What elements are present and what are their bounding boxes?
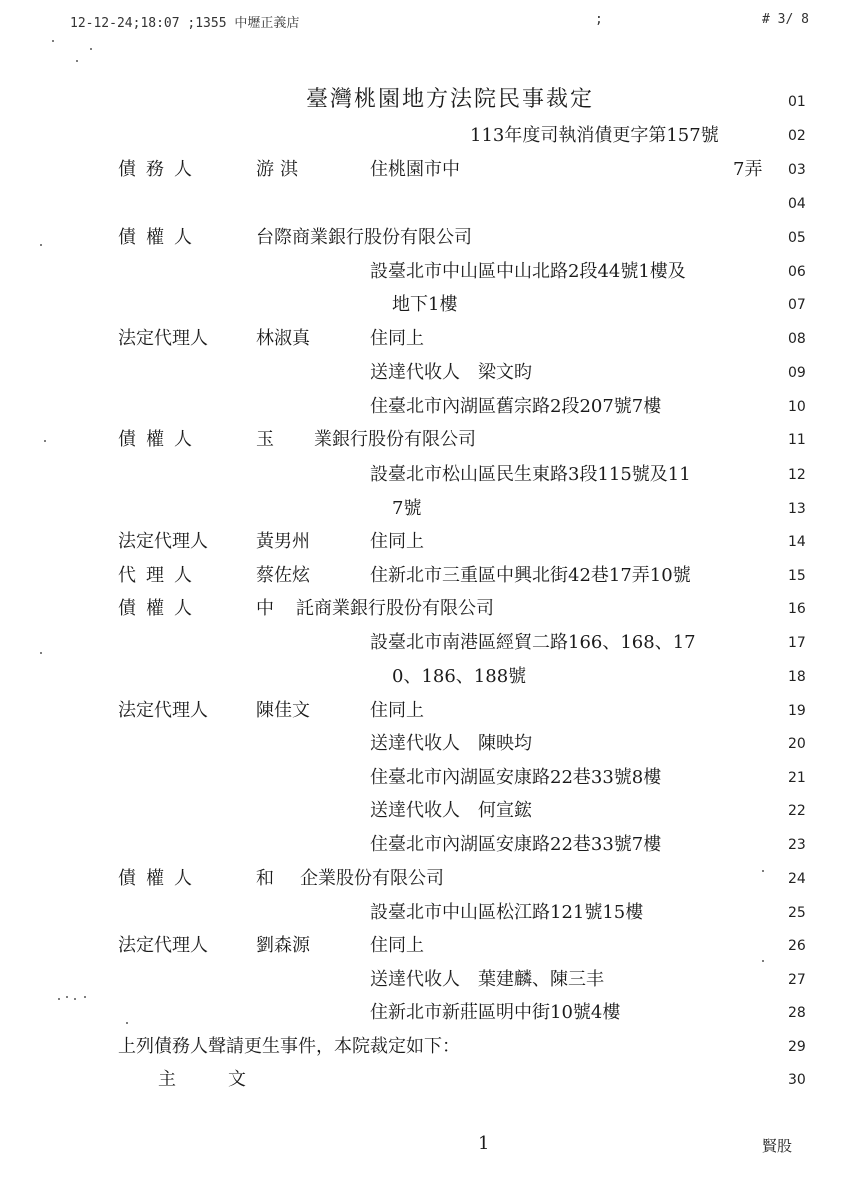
line-27 [0, 965, 850, 995]
line-number: 09 [788, 365, 806, 381]
fax-header [0, 12, 850, 32]
line-10 [0, 392, 850, 422]
ruling-intro: 上列債務人聲請更生事件，本院裁定如下： [118, 1036, 460, 1057]
line-number: 07 [788, 297, 806, 313]
party-name: 蔡佐炫 [256, 565, 310, 586]
case-number: 113年度司執消債更字第157號 [470, 125, 719, 146]
fax-header-left: 12-12-24;18:07 ;1355 中壢正義店 [70, 16, 300, 31]
party-role: 代理人 [118, 565, 202, 586]
party-role: 法定代理人 [118, 700, 208, 721]
service-agent: 送達代收人 梁文昀 [370, 362, 532, 383]
document-title: 臺灣桃園地方法院民事裁定 [305, 87, 594, 112]
party-address: 住臺北市內湖區舊宗路2段207號7樓 [370, 396, 662, 417]
party-name: 陳佳文 [256, 700, 310, 721]
line-04 [0, 189, 850, 219]
party-role: 債權人 [118, 227, 202, 248]
line-30 [0, 1065, 850, 1095]
party-role: 債權人 [118, 598, 202, 619]
party-address: 住新北市新莊區明中街10號4樓 [370, 1002, 621, 1023]
line-03 [0, 155, 850, 185]
line-number: 06 [788, 264, 806, 280]
line-29 [0, 1032, 850, 1062]
party-name: 台際商業銀行股份有限公司 [256, 227, 472, 248]
service-agent: 送達代收人 何宣鋐 [370, 800, 532, 821]
party-address: 住臺北市內湖區安康路22巷33號7樓 [370, 834, 662, 855]
party-name: 游淇 [256, 159, 304, 180]
service-agent: 送達代收人 陳映均 [370, 733, 532, 754]
line-19 [0, 696, 850, 726]
party-role: 債權人 [118, 868, 202, 889]
party-name-part: 和 [256, 868, 274, 889]
party-address: 住臺北市內湖區安康路22巷33號8樓 [370, 767, 662, 788]
party-address: 住桃園市中 [370, 159, 460, 180]
party-role: 債權人 [118, 429, 202, 450]
line-18 [0, 662, 850, 692]
party-role: 債務人 [118, 159, 202, 180]
line-number: 30 [788, 1072, 806, 1088]
line-21 [0, 763, 850, 793]
party-role: 法定代理人 [118, 935, 208, 956]
line-13 [0, 494, 850, 524]
line-06 [0, 257, 850, 287]
line-number: 12 [788, 467, 806, 483]
line-number: 24 [788, 871, 806, 887]
party-address: 設臺北市松山區民生東路3段115號及11 [370, 464, 691, 485]
line-number: 15 [788, 568, 806, 584]
line-12 [0, 460, 850, 490]
line-number: 03 [788, 162, 806, 178]
line-number: 18 [788, 669, 806, 685]
line-20 [0, 729, 850, 759]
line-number: 08 [788, 331, 806, 347]
party-name-part: 託商業銀行股份有限公司 [296, 598, 494, 619]
line-02 [0, 121, 850, 151]
main-text-heading: 主文 [158, 1069, 298, 1090]
line-15 [0, 561, 850, 591]
party-name: 林淑真 [256, 328, 310, 349]
line-14 [0, 527, 850, 557]
party-address: 住同上 [370, 531, 424, 552]
party-address: 設臺北市中山區中山北路2段44號1樓及 [370, 261, 686, 282]
line-number: 23 [788, 837, 806, 853]
party-address-tail: 7弄 [733, 159, 763, 180]
line-number: 20 [788, 736, 806, 752]
line-09 [0, 358, 850, 388]
party-address: 住同上 [370, 935, 424, 956]
line-01 [0, 87, 850, 117]
party-address: 7號 [392, 498, 422, 519]
line-number: 14 [788, 534, 806, 550]
line-16 [0, 594, 850, 624]
line-26 [0, 931, 850, 961]
line-05 [0, 223, 850, 253]
party-name-part: 玉 [256, 429, 274, 450]
department-label: 賢股 [762, 1137, 793, 1155]
line-number: 05 [788, 230, 806, 246]
party-address: 住同上 [370, 700, 424, 721]
line-11 [0, 425, 850, 455]
party-name: 黃男州 [256, 531, 310, 552]
line-25 [0, 898, 850, 928]
line-number: 02 [788, 128, 806, 144]
fax-header-page: # 3/ 8 [762, 12, 809, 27]
line-number: 16 [788, 601, 806, 617]
line-number: 13 [788, 501, 806, 517]
line-number: 27 [788, 972, 806, 988]
line-number: 21 [788, 770, 806, 786]
line-number: 04 [788, 196, 806, 212]
party-address: 設臺北市中山區松江路121號15樓 [370, 902, 644, 923]
party-address: 住新北市三重區中興北街42巷17弄10號 [370, 565, 691, 586]
party-name-part: 企業股份有限公司 [300, 868, 444, 889]
line-number: 10 [788, 399, 806, 415]
line-number: 28 [788, 1005, 806, 1021]
page-number: 1 [478, 1133, 490, 1154]
party-name-part: 業銀行股份有限公司 [314, 429, 476, 450]
line-number: 19 [788, 703, 806, 719]
line-07 [0, 290, 850, 320]
party-address: 設臺北市南港區經貿二路166、168、17 [370, 632, 696, 653]
party-name: 劉森源 [256, 935, 310, 956]
line-number: 01 [788, 94, 806, 110]
line-08 [0, 324, 850, 354]
line-22 [0, 796, 850, 826]
line-number: 29 [788, 1039, 806, 1055]
line-number: 17 [788, 635, 806, 651]
party-role: 法定代理人 [118, 531, 208, 552]
line-number: 26 [788, 938, 806, 954]
party-role: 法定代理人 [118, 328, 208, 349]
line-24 [0, 864, 850, 894]
line-number: 11 [788, 432, 806, 448]
line-17 [0, 628, 850, 658]
line-number: 22 [788, 803, 806, 819]
line-number: 25 [788, 905, 806, 921]
party-name-part: 中 [256, 598, 274, 619]
party-address: 0、186、188號 [392, 666, 527, 687]
service-agent: 送達代收人 葉建麟、陳三丰 [370, 969, 604, 990]
fax-header-middle: ; [595, 12, 603, 27]
line-23 [0, 830, 850, 860]
party-address: 地下1樓 [392, 294, 458, 315]
party-address: 住同上 [370, 328, 424, 349]
